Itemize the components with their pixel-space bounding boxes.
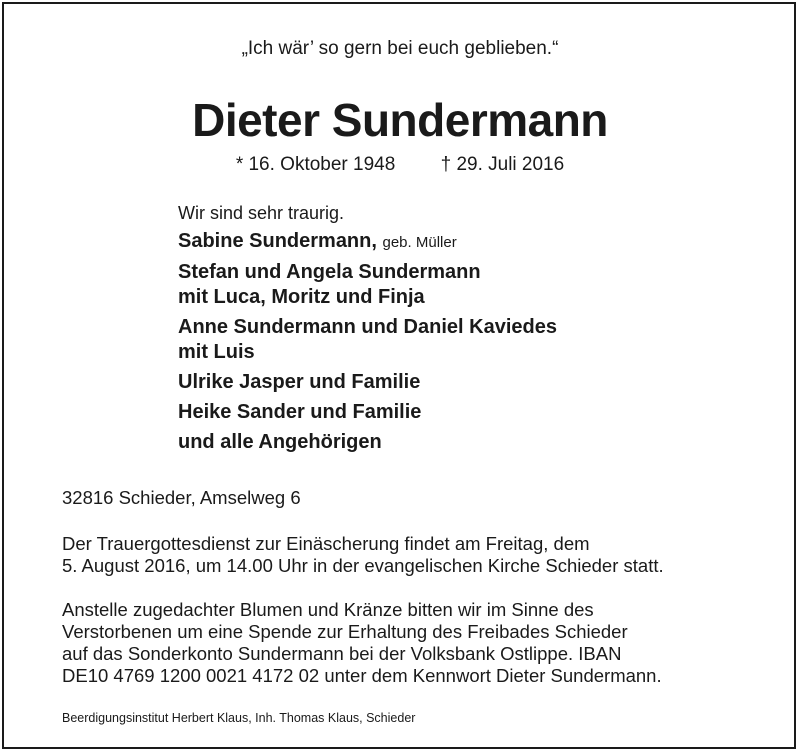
mourner-group xyxy=(178,370,738,395)
donation-request xyxy=(62,599,742,687)
mourner-line: Anne Sundermann und Daniel Kaviedes xyxy=(178,316,557,338)
donation-line: DE10 4769 1200 0021 4172 02 unter dem Kennwort Dieter Sundermann. xyxy=(62,665,662,686)
family-address: 32816 Schieder, Amselweg 6 xyxy=(62,487,301,508)
service-line: Der Trauergottesdienst zur Einäscherung findet am Freitag, dem xyxy=(62,533,590,554)
service-line: 5. August 2016, um 14.00 Uhr in der evangelischen Kirche Schieder statt. xyxy=(62,555,664,576)
mourner-line: mit Luca, Moritz und Finja xyxy=(178,286,425,308)
birth-date: * 16. Oktober 1948 xyxy=(235,154,396,175)
death-date: † 29. Juli 2016 xyxy=(440,154,565,175)
mourner-group xyxy=(178,315,738,365)
mourner-group xyxy=(178,430,738,455)
mourner-name: Sabine Sundermann, xyxy=(178,230,377,252)
donation-line: auf das Sonderkonto Sundermann bei der Volksbank Ostlippe. IBAN xyxy=(62,643,622,664)
mourner-line: mit Luis xyxy=(178,341,255,363)
donation-line: Verstorbenen um eine Spende zur Erhaltung des Freibades Schieder xyxy=(62,621,628,642)
donation-line: Anstelle zugedachter Blumen und Kränze bitten wir im Sinne des xyxy=(62,599,594,620)
memorial-quote: „Ich wär’ so gern bei euch geblieben.“ xyxy=(241,38,559,59)
service-info xyxy=(62,533,742,577)
mourning-intro: Wir sind sehr traurig. xyxy=(178,203,345,223)
mourner-group xyxy=(178,260,738,310)
deceased-name: Dieter Sundermann xyxy=(192,94,608,146)
funeral-home: Beerdigungsinstitut Herbert Klaus, Inh. Thomas Klaus, Schieder xyxy=(62,711,416,725)
life-dates xyxy=(0,154,800,176)
mourner-line: und alle Angehörigen xyxy=(178,431,382,453)
mourner-group xyxy=(178,400,738,425)
mourner-line xyxy=(178,229,738,255)
mourners-list xyxy=(178,203,738,460)
mourner-line: Heike Sander und Familie xyxy=(178,401,422,423)
mourner-line: Stefan und Angela Sundermann xyxy=(178,261,481,283)
mourner-line: Ulrike Jasper und Familie xyxy=(178,371,421,393)
mourner-group xyxy=(178,229,738,255)
maiden-name: geb. Müller xyxy=(382,234,457,251)
